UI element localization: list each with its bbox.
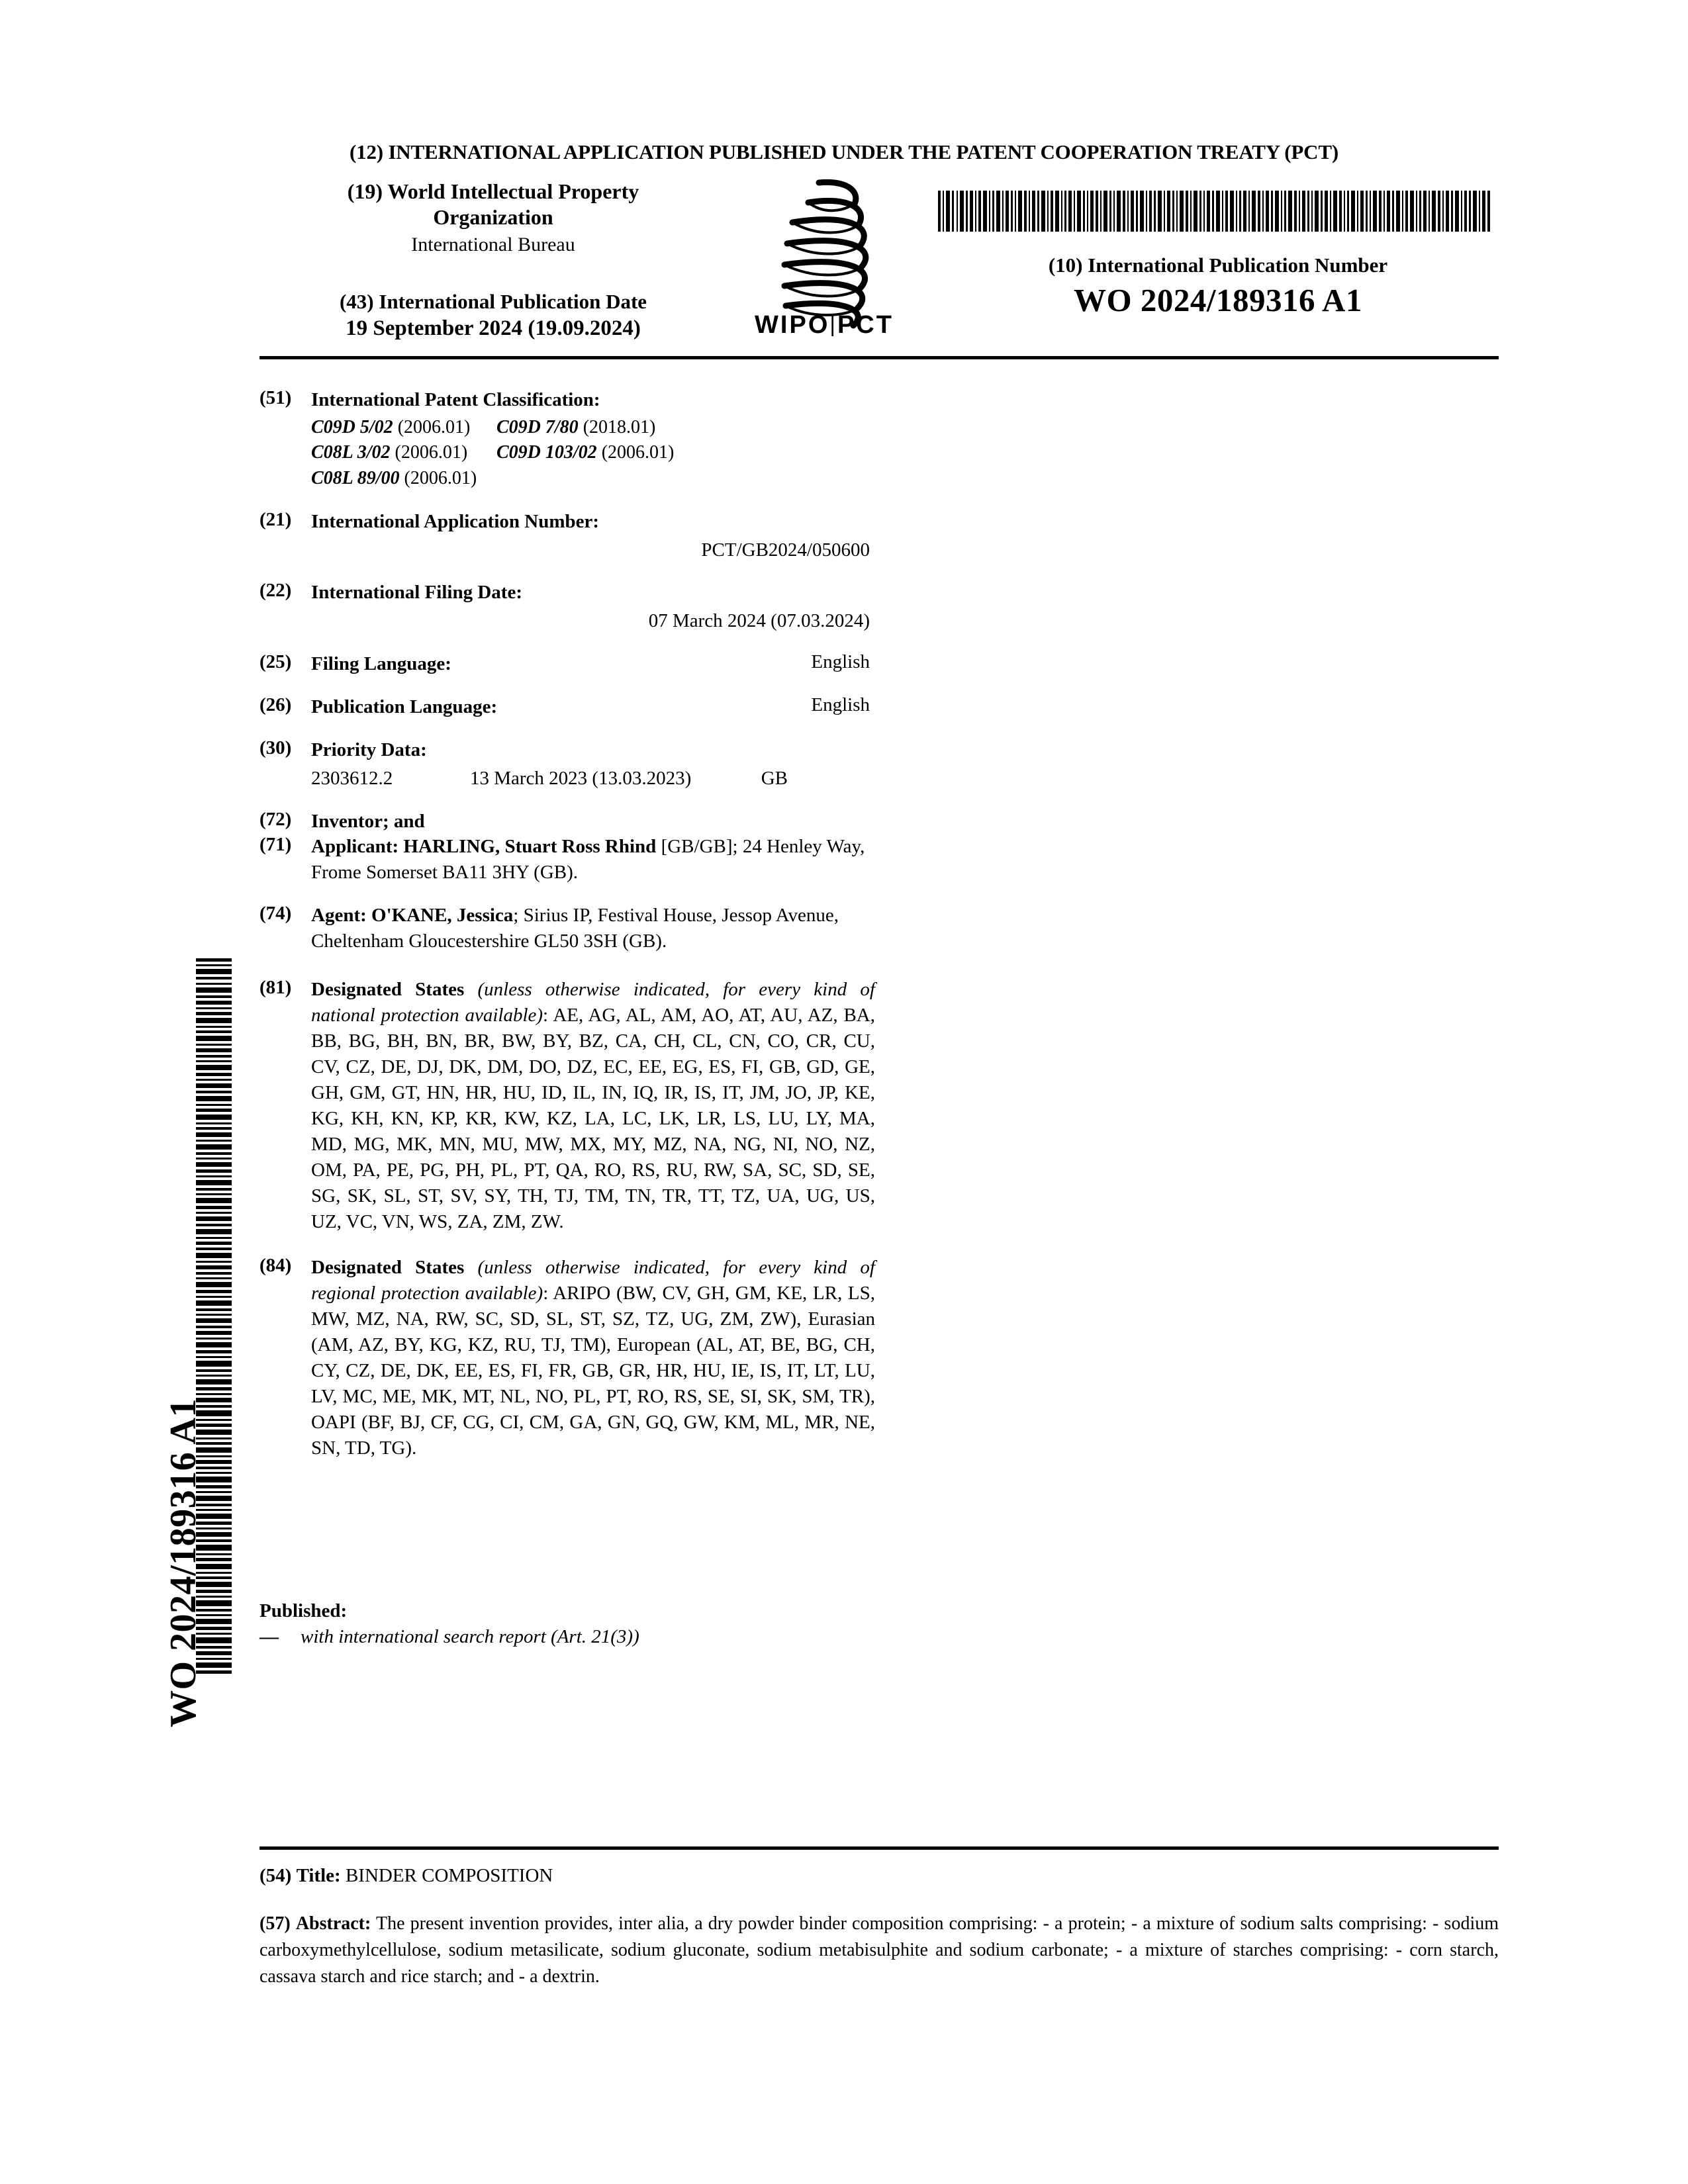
applicant-address: [GB/GB]; 24 Henley Way, Frome Somerset BA11 3HY (GB).: [311, 836, 865, 884]
treaty-header-line: (12) INTERNATIONAL APPLICATION PUBLISHED UNDER THE PATENT COOPERATION TREATY (PCT): [350, 140, 1338, 163]
designated-regional-note: (unless otherwise indicated, for every kind of regional protection available): [311, 1256, 875, 1304]
ipc-version: (2018.01): [583, 416, 656, 437]
field-filing-date-value: 07 March 2024 (07.03.2024): [648, 610, 870, 632]
ipc-row: [311, 415, 875, 441]
abstract-tag: (57): [259, 1913, 291, 1934]
field-inventor: [259, 809, 875, 835]
field-filing-language-label: Filing Language:: [311, 653, 451, 675]
designated-regional-list: : ARIPO (BW, CV, GH, GM, KE, LR, LS, MW, MZ, NA, RW, SC, SD, SL, ST, SZ, TZ, UG, ZM, ZW), Eurasian (AM, AZ, BY, KG, KZ, RU, TJ, TM), European (AL, AT, BE, BG, CH, CY, CZ, DE, DK, EE, ES, FI, FR, GB, GR, HR, HU, IE, IS, IT, LT, LU, LV, MC, ME, MK, MT, NL, NO, PL, PT, RO, RS, SE, SI, SK, SM, TR), OAPI (BF, BJ, CF, CG, CI, CM, GA, GN, GQ, GW, KM, ML, MR, NE, SN, TD, TG).: [311, 1282, 875, 1459]
publication-barcode-horizontal: [937, 191, 1493, 232]
abstract-label: Abstract:: [295, 1913, 371, 1934]
field-designated-states-national: [259, 977, 875, 1235]
published-item-text: with international search report (Art. 21(3)): [301, 1626, 639, 1647]
title-label: Title:: [296, 1865, 341, 1886]
abstract-divider-rule: [259, 1846, 1499, 1850]
ipc-entry: [311, 440, 496, 466]
published-bullet-dash-icon: —: [259, 1626, 279, 1647]
abstract-paragraph: [259, 1911, 1499, 1989]
org-code: (19): [347, 179, 383, 203]
field-filing-date-label: International Filing Date:: [311, 582, 522, 604]
publication-date-label: (43) International Publication Date: [339, 290, 647, 314]
ipc-entry: [311, 466, 496, 492]
field-agent-tag: (74): [259, 903, 292, 925]
field-ipc-label: International Patent Classification:: [311, 389, 600, 410]
field-applicant-body: [311, 834, 875, 886]
pct-word: PCT: [837, 311, 894, 339]
ipc-entries: [311, 415, 875, 492]
ipc-entry: [311, 415, 496, 441]
bibliographic-data-column: [259, 387, 875, 1479]
invention-title-line: [259, 1865, 1499, 1887]
field-filing-date-tag: (22): [259, 580, 292, 602]
wordmark-separator: |: [829, 312, 837, 336]
ipc-entry: [496, 415, 682, 441]
header-divider-rule: [259, 356, 1499, 359]
ipc-code: C09D 103/02: [496, 442, 597, 463]
agent-address: ; Sirius IP, Festival House, Jessop Avenue, Cheltenham Gloucestershire GL50 3SH (GB).: [311, 905, 839, 952]
wipo-word: WIPO: [755, 311, 830, 339]
ipc-code: C09D 5/02: [311, 416, 393, 437]
publication-number-value: WO 2024/189316 A1: [1074, 282, 1362, 318]
published-item: [259, 1626, 875, 1648]
ipc-code: C09D 7/80: [496, 416, 579, 437]
ipc-version: (2006.01): [601, 442, 675, 463]
priority-values: [311, 766, 875, 792]
wipo-org-block: [301, 179, 685, 342]
field-filing-date: [259, 580, 875, 634]
publication-number-label: (10) International Publication Number: [1048, 253, 1388, 277]
field-designated-regional-body: [311, 1255, 875, 1461]
field-application-number-tag: (21): [259, 508, 292, 530]
field-publication-language-tag: (26): [259, 694, 292, 716]
org-line-1: [301, 179, 685, 205]
field-filing-language-tag: (25): [259, 651, 292, 673]
priority-country: GB: [761, 767, 788, 789]
field-priority-data: [259, 737, 875, 792]
field-application-number-value: PCT/GB2024/050600: [701, 539, 870, 561]
field-designated-states-regional: [259, 1255, 875, 1461]
field-inventor-label: Inventor; and: [311, 810, 425, 832]
priority-number: 2303612.2: [311, 767, 393, 789]
field-publication-language-value: English: [811, 694, 870, 716]
agent-name: O'KANE, Jessica: [371, 905, 514, 927]
wipo-pct-wordmark: [718, 311, 930, 340]
international-bureau-label: International Bureau: [411, 234, 575, 256]
ipc-code: C08L 89/00: [311, 468, 400, 489]
published-section: [259, 1600, 875, 1648]
designated-national-label: Designated States: [311, 978, 465, 1000]
title-tag: (54): [259, 1865, 292, 1886]
priority-date: 13 March 2023 (13.03.2023): [470, 767, 692, 789]
publication-date-value: 19 September 2024 (19.09.2024): [346, 316, 641, 340]
ipc-code: C08L 3/02: [311, 442, 391, 463]
field-publication-language: [259, 694, 875, 720]
field-ipc-number: (51): [259, 387, 292, 408]
field-priority-tag: (30): [259, 737, 292, 758]
field-filing-language-value: English: [811, 651, 870, 673]
field-designated-national-body: [311, 977, 875, 1235]
field-applicant-label: Applicant:: [311, 836, 399, 858]
designated-national-note: (unless otherwise indicated, for every kind of national protection available): [311, 978, 875, 1026]
field-designated-national-tag: (81): [259, 976, 292, 998]
field-application-number-label: International Application Number:: [311, 510, 600, 532]
published-heading: Published:: [259, 1600, 348, 1621]
field-applicant: [259, 834, 875, 886]
field-agent-body: [311, 903, 875, 954]
abstract-text: The present invention provides, inter alia, a dry powder binder composition comprising: - a protein; - a mixture of sodium salts comprising: - sodium carboxymethylcellulose, sodium metasilicate, sodium gluconate, sodium metabisulphite and sodium carbonate; - a mixture of starches comprising: - corn starch, cassava starch and rice starch; and - a dextrin.: [259, 1913, 1499, 1987]
applicant-name: HARLING, Stuart Ross Rhind: [403, 836, 657, 858]
field-agent-label: Agent:: [311, 905, 367, 927]
ipc-row: [311, 466, 875, 492]
designated-regional-label: Designated States: [311, 1256, 465, 1278]
field-priority-label: Priority Data:: [311, 739, 427, 760]
org-name-line1: World Intellectual Property: [387, 179, 639, 203]
ipc-version: (2006.01): [404, 468, 477, 489]
field-designated-regional-tag: (84): [259, 1254, 292, 1276]
designated-national-list: : AE, AG, AL, AM, AO, AT, AU, AZ, BA, BB, BG, BH, BN, BR, BW, BY, BZ, CA, CH, CL, CN, CO, CR, CU, CV, CZ, DE, DJ, DK, DM, DO, DZ, EC, EE, EG, ES, FI, GB, GD, GE, GH, GM, GT, HN, HR, HU, ID, IL, IN, IQ, IR, IS, IT, JM, JO, JP, KE, KG, KH, KN, KP, KR, KW, KZ, LA, LC, LK, LR, LS, LU, LY, MA, MD, MG, MK, MN, MU, MW, MX, MY, MZ, NA, NG, NI, NO, NZ, OM, PA, PE, PG, PH, PL, PT, QA, RO, RS, RU, RW, SA, SC, SD, SE, SG, SK, SL, ST, SV, SY, TH, TJ, TM, TN, TR, TT, TZ, UA, UG, US, UZ, VC, VN, WS, ZA, ZM, ZW.: [311, 1004, 875, 1232]
field-applicant-tag: (71): [259, 834, 292, 856]
field-filing-language: [259, 651, 875, 677]
field-inventor-tag: (72): [259, 808, 292, 830]
spine-publication-number: WO 2024/189316 A1: [163, 1398, 204, 1727]
ipc-version: (2006.01): [395, 442, 468, 463]
title-value: BINDER COMPOSITION: [345, 1865, 553, 1886]
field-agent: [259, 903, 875, 954]
title-abstract-section: [259, 1865, 1499, 1989]
field-publication-language-label: Publication Language:: [311, 696, 498, 718]
ipc-version: (2006.01): [397, 416, 471, 437]
priority-row: [311, 766, 875, 792]
ipc-entry: [496, 440, 682, 466]
org-name-line2: Organization: [433, 205, 553, 230]
ipc-row: [311, 440, 875, 466]
field-application-number: [259, 509, 875, 563]
field-ipc: [259, 387, 875, 492]
